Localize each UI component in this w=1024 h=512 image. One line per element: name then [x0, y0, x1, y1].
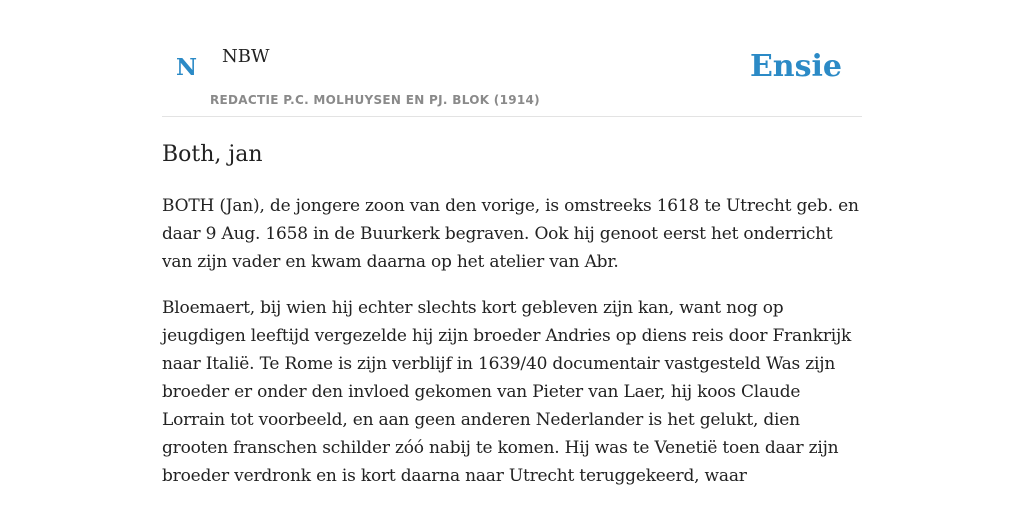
- source-logo[interactable]: N: [176, 54, 198, 81]
- source-editors: REDACTIE P.C. MOLHUYSEN EN PJ. BLOK (1914): [210, 93, 540, 107]
- article-body: [162, 192, 862, 508]
- source-name[interactable]: NBW: [222, 46, 270, 67]
- article-title: Both, jan: [162, 142, 263, 167]
- source-header: [162, 0, 862, 117]
- article-paragraph: BOTH (Jan), de jongere zoon van den vorige, is omstreeks 1618 te Utrecht geb. en daar 9 Aug. 1658 in de Buurkerk begraven. Ook hij genoot eerst het onderricht van zijn vader en kwam daarna op het atelier van Abr.: [162, 196, 859, 272]
- brand-logo[interactable]: Ensie: [749, 49, 842, 84]
- article-paragraph: Bloemaert, bij wien hij echter slechts kort gebleven zijn kan, want nog op jeugdigen leeftijd vergezelde hij zijn broeder Andries op diens reis door Frankrijk naar Italië. Te Rome is zijn verblijf in 1639/40 documentair vastgesteld Was zijn broeder er onder den invloed gekomen van Pieter van Laer, hij koos Claude Lorrain tot voorbeeld, en aan geen anderen Nederlander is het gelukt, dien grooten franschen schilder zóó nabij te komen. Hij was te Venetië toen daar zijn broeder verdronk en is kort daarna naar Utrecht teruggekeerd, waar: [162, 298, 852, 486]
